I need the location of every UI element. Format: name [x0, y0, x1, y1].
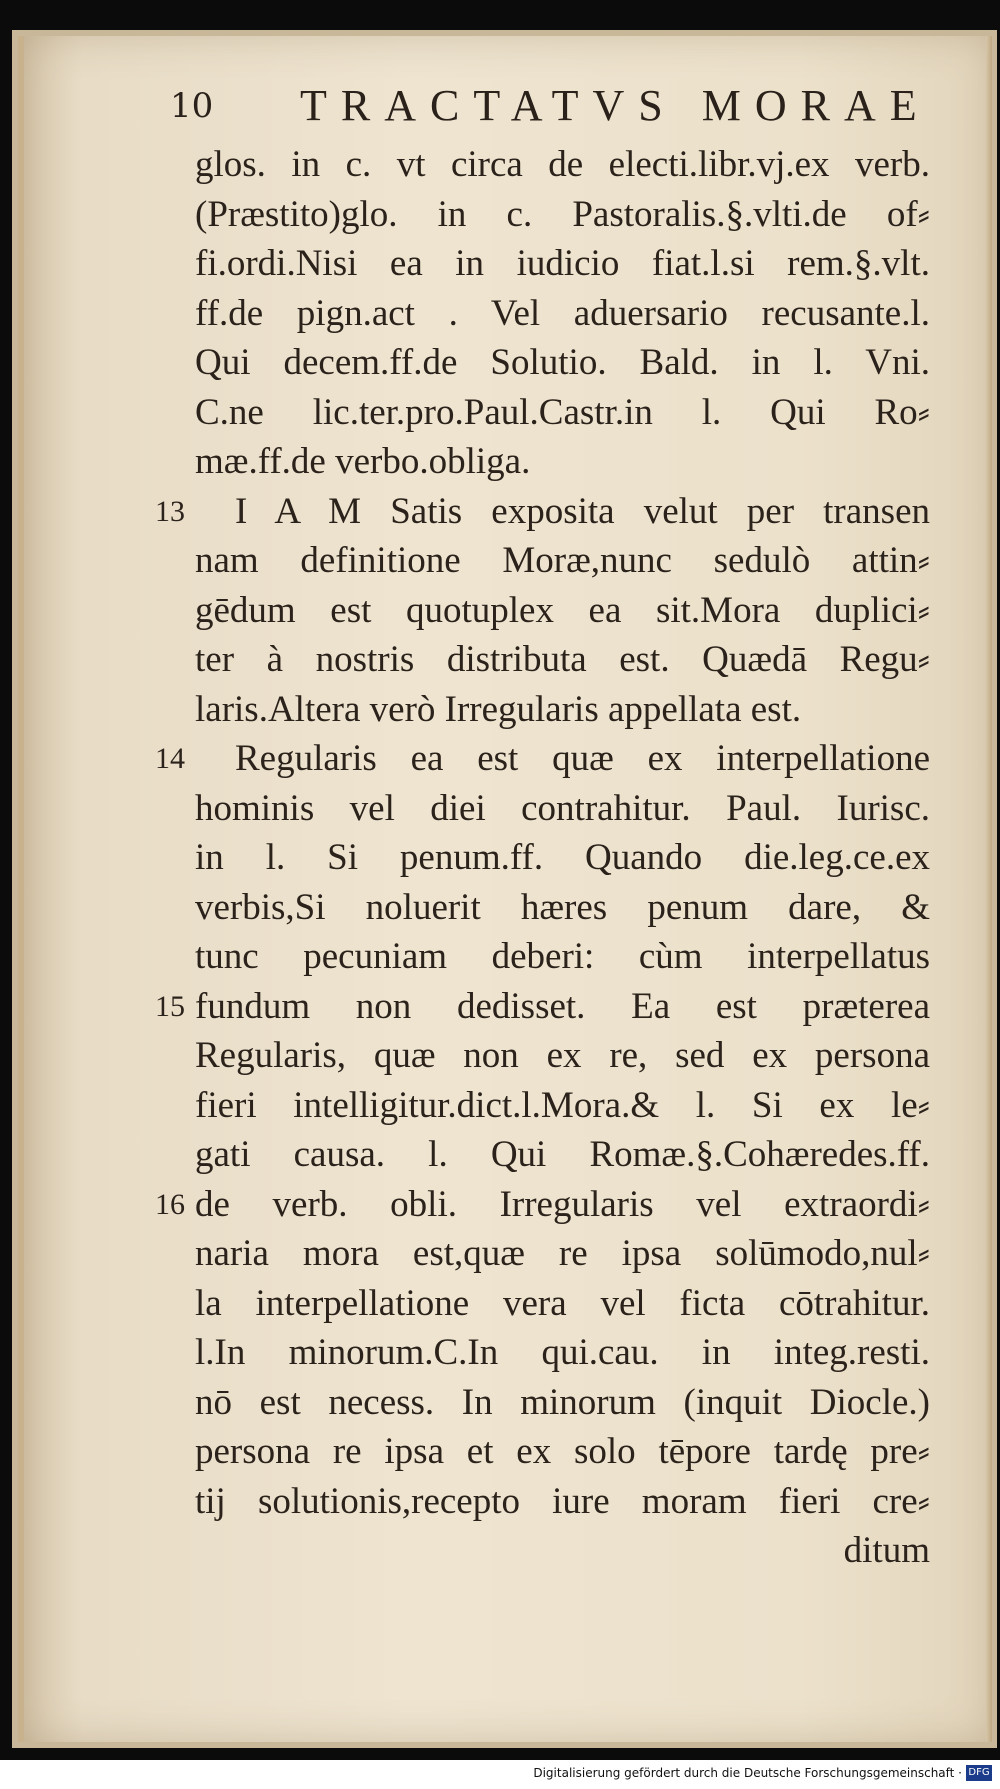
- text-line: [195, 289, 930, 339]
- page-number: 10: [170, 86, 214, 126]
- text-line: [195, 1130, 930, 1180]
- line-text: tij solutionis,recepto iure moram fieri cre⸗: [195, 1480, 930, 1522]
- margin-number: 13: [155, 494, 185, 528]
- text-line: [195, 1477, 930, 1527]
- line-text: Qui decem.ff.de Solutio. Bald. in l. Vni.: [195, 342, 930, 383]
- margin-number: 15: [155, 989, 185, 1023]
- line-text: I A M Satis exposita velut per transen: [235, 490, 930, 532]
- text-line: [195, 190, 930, 240]
- line-text: tunc pecuniam deberi: cùm interpellatus: [195, 936, 930, 977]
- text-block: [155, 140, 930, 1576]
- text-line: [195, 388, 930, 438]
- line-text: fieri intelligitur.dict.l.Mora.& l. Si ex le⸗: [195, 1084, 930, 1126]
- line-text: naria mora est,quæ re ipsa solūmodo,nul⸗: [195, 1233, 930, 1274]
- text-line: [195, 437, 930, 487]
- line-text: fi.ordi.Nisi ea in iudicio fiat.l.si rem.§.vlt.: [195, 243, 930, 284]
- line-text: ter à nostris distributa est. Quædā Regu⸗: [195, 639, 930, 680]
- line-text: in l. Si penum.ff. Quando die.leg.ce.ex: [195, 837, 930, 878]
- line-text: la interpellatione vera vel ficta cōtrahitur.: [195, 1282, 930, 1324]
- margin-number: 14: [155, 742, 185, 775]
- text-line: [155, 734, 930, 784]
- line-text: Regularis, quæ non ex re, sed ex persona: [195, 1035, 930, 1076]
- line-text: (Præstito)glo. in c. Pastoralis.§.vlti.de of⸗: [195, 193, 930, 235]
- line-text: ditum: [843, 1530, 930, 1571]
- text-line: [195, 1081, 930, 1131]
- line-text: ff.de pign.act . Vel aduersario recusante.l.: [195, 292, 930, 334]
- line-text: Regularis ea est quæ ex interpellatione: [235, 738, 930, 779]
- line-text: hominis vel diei contrahitur. Paul. Iurisc.: [195, 787, 930, 829]
- digitization-footer: [0, 1760, 1000, 1789]
- text-line: [195, 1526, 930, 1576]
- line-text: de verb. obli. Irregularis vel extraordi⸗: [195, 1183, 930, 1225]
- line-text: persona re ipsa et ex solo tēpore tardę pre⸗: [195, 1431, 930, 1472]
- page-edge: [986, 36, 992, 1742]
- text-line: [195, 140, 930, 190]
- footer-credit: Digitalisierung gefördert durch die Deutsche Forschungsgemeinschaft ·: [533, 1766, 962, 1780]
- line-text: fundum non dedisset. Ea est præterea: [195, 985, 930, 1027]
- text-line: [195, 685, 930, 735]
- text-line: [155, 1180, 930, 1230]
- line-text: glos. in c. vt circa de electi.libr.vj.ex verb.: [195, 144, 930, 185]
- margin-number: 16: [155, 1187, 185, 1221]
- line-text: nam definitione Moræ,nunc sedulò attin⸗: [195, 540, 930, 581]
- text-line: [195, 586, 930, 636]
- line-text: mæ.ff.de verbo.obliga.: [195, 441, 531, 482]
- line-text: gati causa. l. Qui Romæ.§.Cohæredes.ff.: [195, 1134, 930, 1175]
- text-line: [195, 1031, 930, 1081]
- text-line: [195, 1427, 930, 1477]
- line-text: nō est necess. In minorum (inquit Diocle.): [195, 1381, 930, 1423]
- text-line: [195, 883, 930, 933]
- text-line: [195, 1229, 930, 1279]
- line-text: gēdum est quotuplex ea sit.Mora duplici⸗: [195, 589, 930, 631]
- text-line: [195, 338, 930, 388]
- line-text: verbis,Si noluerit hæres penum dare, &: [195, 886, 930, 928]
- text-line: [155, 487, 930, 537]
- text-line: [195, 1328, 930, 1378]
- text-line: [195, 536, 930, 586]
- text-line: [195, 635, 930, 685]
- running-title: TRACTATVS MORAE: [300, 81, 931, 130]
- text-line: [155, 982, 930, 1032]
- dfg-logo: DFG: [966, 1765, 992, 1781]
- text-line: [195, 784, 930, 834]
- running-head: [170, 80, 931, 140]
- text-line: [195, 833, 930, 883]
- text-line: [195, 239, 930, 289]
- line-text: C.ne lic.ter.pro.Paul.Castr.in l. Qui Ro⸗: [195, 391, 930, 433]
- line-text: laris.Altera verò Irregularis appellata est.: [195, 688, 802, 730]
- line-text: l.In minorum.C.In qui.cau. in integ.resti.: [195, 1332, 930, 1373]
- text-line: [195, 932, 930, 982]
- text-line: [195, 1378, 930, 1428]
- text-line: [195, 1279, 930, 1329]
